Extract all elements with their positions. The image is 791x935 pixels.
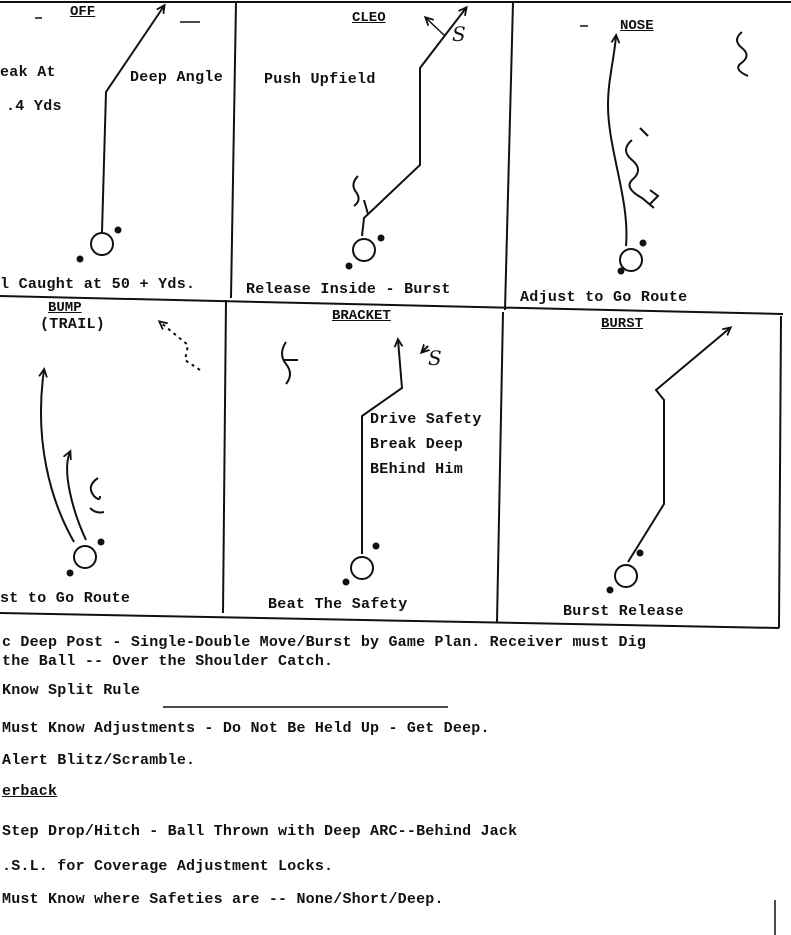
bracket-safety-mark: S [428, 346, 442, 370]
cleo-title: CLEO [352, 10, 386, 26]
note-line-6: erback [2, 783, 58, 800]
note-line-1: c Deep Post - Single-Double Move/Burst by Game Plan. Receiver must Dig [2, 634, 647, 651]
note-line-4: Must Know Adjustments - Do Not Be Held Up - Get Deep. [2, 720, 490, 737]
bracket-label-2: Break Deep [370, 436, 464, 453]
receiver-circle [74, 546, 96, 568]
off-note-1: eak At [0, 64, 56, 81]
cleo-caption: Release Inside - Burst [246, 281, 451, 298]
burst-route [607, 328, 731, 594]
note-line-5: Alert Blitz/Scramble. [2, 752, 196, 769]
burst-caption: Burst Release [563, 603, 684, 620]
grid-lines [0, 2, 791, 628]
bump-caption: st to Go Route [0, 590, 131, 607]
note-line-8: .S.L. for Coverage Adjustment Locks. [2, 858, 334, 875]
cleo-route [346, 8, 467, 270]
off-note-2: .4 Yds [6, 98, 62, 115]
bracket-title: BRACKET [332, 308, 391, 324]
note-line-3: Know Split Rule [2, 682, 141, 699]
off-caption: l Caught at 50 + Yds. [0, 276, 196, 293]
note-line-2: the Ball -- Over the Shoulder Catch. [2, 653, 334, 670]
bracket-caption: Beat The Safety [268, 596, 408, 613]
nose-title: NOSE [620, 18, 654, 34]
bracket-label-3: BEhind Him [370, 461, 464, 478]
note-line-7: Step Drop/Hitch - Ball Thrown with Deep ARC--Behind Jack [2, 823, 518, 840]
off-route [35, 6, 200, 263]
note-line-9: Must Know where Safeties are -- None/Short/Deep. [2, 891, 444, 908]
cleo-label: Push Upfield [264, 71, 376, 88]
receiver-circle [353, 239, 375, 261]
off-label: Deep Angle [130, 69, 224, 86]
bump-title: BUMP [48, 300, 82, 316]
bracket-label-1: Drive Safety [370, 411, 482, 428]
off-title: OFF [70, 4, 96, 20]
receiver-circle [91, 233, 113, 255]
receiver-circle [615, 565, 637, 587]
bump-route [41, 322, 200, 577]
cleo-safety-mark: S [452, 22, 466, 46]
bump-subtitle: (TRAIL) [40, 316, 106, 333]
receiver-circle [620, 249, 642, 271]
burst-title: BURST [601, 316, 644, 332]
nose-route [580, 26, 748, 275]
nose-caption: Adjust to Go Route [520, 289, 688, 306]
receiver-circle [351, 557, 373, 579]
